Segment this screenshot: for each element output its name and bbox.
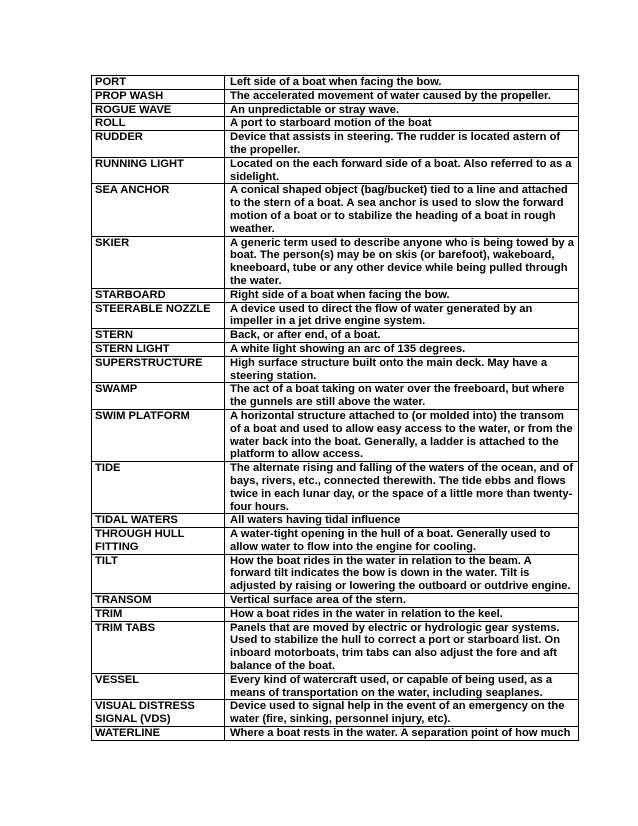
glossary-definition: A port to starboard motion of the boat (225, 117, 579, 131)
glossary-term: ROGUE WAVE (92, 103, 225, 117)
glossary-term: STARBOARD (92, 288, 225, 302)
glossary-row (92, 288, 579, 302)
glossary-term: SWAMP (92, 383, 225, 410)
glossary-definition: A horizontal structure attached to (or molded into) the transom of a boat and used to allow easy access to the water, or from the water back into the boat. Generally, a ladder is attached to the platform to allow access. (225, 409, 579, 461)
glossary-table (91, 75, 579, 741)
glossary-term: SUPERSTRUCTURE (92, 356, 225, 383)
glossary-row (92, 89, 579, 103)
glossary-definition: The accelerated movement of water caused by the propeller. (225, 89, 579, 103)
glossary-term: RUDDER (92, 131, 225, 158)
glossary-definition: Where a boat rests in the water. A separation point of how much (225, 727, 579, 741)
glossary-definition: All waters having tidal influence (225, 514, 579, 528)
glossary-definition: How the boat rides in the water in relation to the beam. A forward tilt indicates the bow is down in the water. Tilt is adjusted by raising or lowering the outboard or outdrive engine. (225, 554, 579, 593)
glossary-term: VESSEL (92, 673, 225, 700)
glossary-term: VISUAL DISTRESS SIGNAL (VDS) (92, 700, 225, 727)
glossary-term: SEA ANCHOR (92, 184, 225, 236)
glossary-term: WATERLINE (92, 727, 225, 741)
glossary-row (92, 329, 579, 343)
glossary-row (92, 76, 579, 90)
glossary-row (92, 700, 579, 727)
glossary-row (92, 528, 579, 555)
glossary-term: ROLL (92, 117, 225, 131)
glossary-definition: Every kind of watercraft used, or capable of being used, as a means of transportation on the water, including seaplanes. (225, 673, 579, 700)
glossary-term: PORT (92, 76, 225, 90)
glossary-definition: Back, or after end, of a boat. (225, 329, 579, 343)
glossary-term: THROUGH HULL FITTING (92, 528, 225, 555)
glossary-row (92, 103, 579, 117)
glossary-row (92, 462, 579, 514)
glossary-definition: A white light showing an arc of 135 degrees. (225, 342, 579, 356)
glossary-term: TRIM (92, 607, 225, 621)
glossary-term: TILT (92, 554, 225, 593)
glossary-row (92, 514, 579, 528)
glossary-row (92, 673, 579, 700)
glossary-term: STEERABLE NOZZLE (92, 302, 225, 329)
glossary-definition: An unpredictable or stray wave. (225, 103, 579, 117)
glossary-definition: The act of a boat taking on water over the freeboard, but where the gunnels are still above the water. (225, 383, 579, 410)
glossary-row (92, 157, 579, 184)
glossary-row (92, 607, 579, 621)
glossary-row (92, 236, 579, 288)
glossary-term: STERN (92, 329, 225, 343)
glossary-term: TIDE (92, 462, 225, 514)
glossary-definition: Device that assists in steering. The rudder is located astern of the propeller. (225, 131, 579, 158)
glossary-definition: Right side of a boat when facing the bow. (225, 288, 579, 302)
glossary-row (92, 621, 579, 673)
glossary-row (92, 554, 579, 593)
glossary-definition: High surface structure built onto the main deck. May have a steering station. (225, 356, 579, 383)
glossary-row (92, 117, 579, 131)
glossary-row (92, 302, 579, 329)
glossary-term: TRIM TABS (92, 621, 225, 673)
glossary-definition: A device used to direct the flow of water generated by an impeller in a jet drive engine system. (225, 302, 579, 329)
glossary-definition: Device used to signal help in the event of an emergency on the water (fire, sinking, personnel injury, etc). (225, 700, 579, 727)
glossary-row (92, 383, 579, 410)
glossary-term: TIDAL WATERS (92, 514, 225, 528)
glossary-row (92, 184, 579, 236)
glossary-term: SKIER (92, 236, 225, 288)
glossary-definition: Panels that are moved by electric or hydrologic gear systems. Used to stabilize the hull to correct a port or starboard list. On inboard motorboats, trim tabs can also adjust the fore and aft balance of the boat. (225, 621, 579, 673)
glossary-row (92, 342, 579, 356)
glossary-term: SWIM PLATFORM (92, 409, 225, 461)
glossary-row (92, 409, 579, 461)
glossary-definition: How a boat rides in the water in relation to the keel. (225, 607, 579, 621)
glossary-definition: Left side of a boat when facing the bow. (225, 76, 579, 90)
glossary-row (92, 594, 579, 608)
glossary-body (92, 76, 579, 741)
glossary-term: TRANSOM (92, 594, 225, 608)
glossary-term: STERN LIGHT (92, 342, 225, 356)
glossary-definition: A water-tight opening in the hull of a boat. Generally used to allow water to flow into the engine for cooling. (225, 528, 579, 555)
glossary-term: PROP WASH (92, 89, 225, 103)
glossary-definition: A conical shaped object (bag/bucket) tied to a line and attached to the stern of a boat. A sea anchor is used to slow the forward motion of a boat or to stabilize the heading of a boat in rough weather. (225, 184, 579, 236)
glossary-row (92, 131, 579, 158)
glossary-row (92, 727, 579, 741)
glossary-definition: Vertical surface area of the stern. (225, 594, 579, 608)
glossary-definition: A generic term used to describe anyone who is being towed by a boat. The person(s) may be on skis (or barefoot), wakeboard, kneeboard, tube or any other device while being pulled through the water. (225, 236, 579, 288)
glossary-row (92, 356, 579, 383)
glossary-definition: Located on the each forward side of a boat. Also referred to as a sidelight. (225, 157, 579, 184)
glossary-definition: The alternate rising and falling of the waters of the ocean, and of bays, rivers, etc., connected therewith. The tide ebbs and flows twice in each lunar day, or the space of a little more than twenty-four hours. (225, 462, 579, 514)
glossary-term: RUNNING LIGHT (92, 157, 225, 184)
